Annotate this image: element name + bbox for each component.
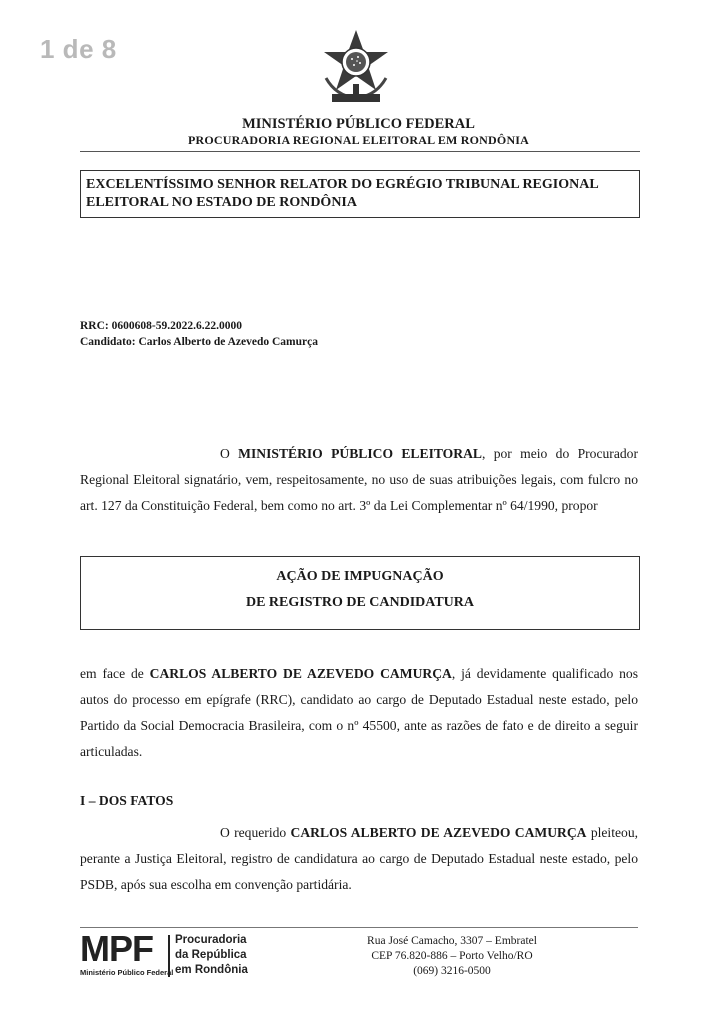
- mpf-logo-side-line: Procuradoria: [175, 934, 247, 946]
- footer-address-line: (069) 3216-0500: [413, 965, 491, 977]
- mpf-logo-side-line: em Rondônia: [175, 964, 248, 976]
- header-title: MINISTÉRIO PÚBLICO FEDERAL: [242, 116, 475, 132]
- case-rrc: RRC: 0600608-59.2022.6.22.0000: [80, 320, 242, 332]
- intro-text-post: , por meio do Procurador Regional Eleitoral signatário, vem, respeitosamente, no uso de suas atribuições legais, com fulcro no art. 127 da Constituição Federal, bem como no art. 3º da Lei Complementar nº 64/1990, propor: [80, 446, 638, 513]
- header-divider: [80, 151, 640, 152]
- facts-text-pre: O requerido: [220, 825, 291, 840]
- mpf-logo-side-line: da República: [175, 949, 247, 961]
- intro-text-pre: O: [220, 446, 239, 461]
- against-text-post: , já devidamente qualificado nos autos do processo em epígrafe (RRC), candidato ao cargo de Deputado Estadual neste estado, pelo Partido da Social Democracia Brasileira, com o nº 45500, ante as razões de fato e de direito a seguir articuladas.: [80, 666, 638, 759]
- action-title-line-1: AÇÃO DE IMPUGNAÇÃO: [276, 569, 444, 584]
- addressee-box: [80, 170, 640, 218]
- mpf-logo-text: MPF: [80, 928, 153, 969]
- section-heading-facts: I – DOS FATOS: [80, 793, 174, 808]
- footer-address-line: CEP 76.820-886 – Porto Velho/RO: [371, 950, 533, 962]
- mpf-logo-side-text: [175, 933, 248, 978]
- facts-text-bold: CARLOS ALBERTO DE AZEVEDO CAMURÇA: [290, 825, 587, 840]
- facts-paragraph: [80, 820, 638, 898]
- brasao-republica-icon: [318, 28, 394, 106]
- against-text-bold: CARLOS ALBERTO DE AZEVEDO CAMURÇA: [149, 666, 452, 681]
- against-text-pre: em face de: [80, 666, 150, 681]
- intro-text-bold: MINISTÉRIO PÚBLICO ELEITORAL: [238, 446, 482, 461]
- page-counter: 1 de 8: [40, 34, 117, 64]
- mpf-logo: [80, 928, 260, 981]
- footer-address-line: Rua José Camacho, 3307 – Embratel: [367, 935, 537, 947]
- case-candidate: Candidato: Carlos Alberto de Azevedo Camurça: [80, 336, 318, 348]
- case-info: [80, 318, 318, 350]
- footer-divider: [80, 927, 638, 928]
- mpf-logo-caption: Ministério Público Federal: [80, 968, 174, 977]
- intro-paragraph: [80, 441, 638, 519]
- addressee-line-2: ELEITORAL NO ESTADO DE RONDÔNIA: [86, 195, 357, 210]
- action-title-box: [80, 556, 640, 630]
- action-title-line-2: DE REGISTRO DE CANDIDATURA: [245, 595, 475, 610]
- facts-text-post: pleiteou, perante a Justiça Eleitoral, registro de candidatura ao cargo de Deputado Estadual neste estado, pelo PSDB, após sua escolha em convenção partidária.: [80, 825, 639, 892]
- addressee-line-1: EXCELENTÍSSIMO SENHOR RELATOR DO EGRÉGIO TRIBUNAL REGIONAL: [86, 177, 599, 192]
- footer-address: [362, 934, 542, 979]
- against-paragraph: [80, 661, 638, 765]
- header-subtitle: PROCURADORIA REGIONAL ELEITORAL EM RONDÔNIA: [187, 133, 530, 147]
